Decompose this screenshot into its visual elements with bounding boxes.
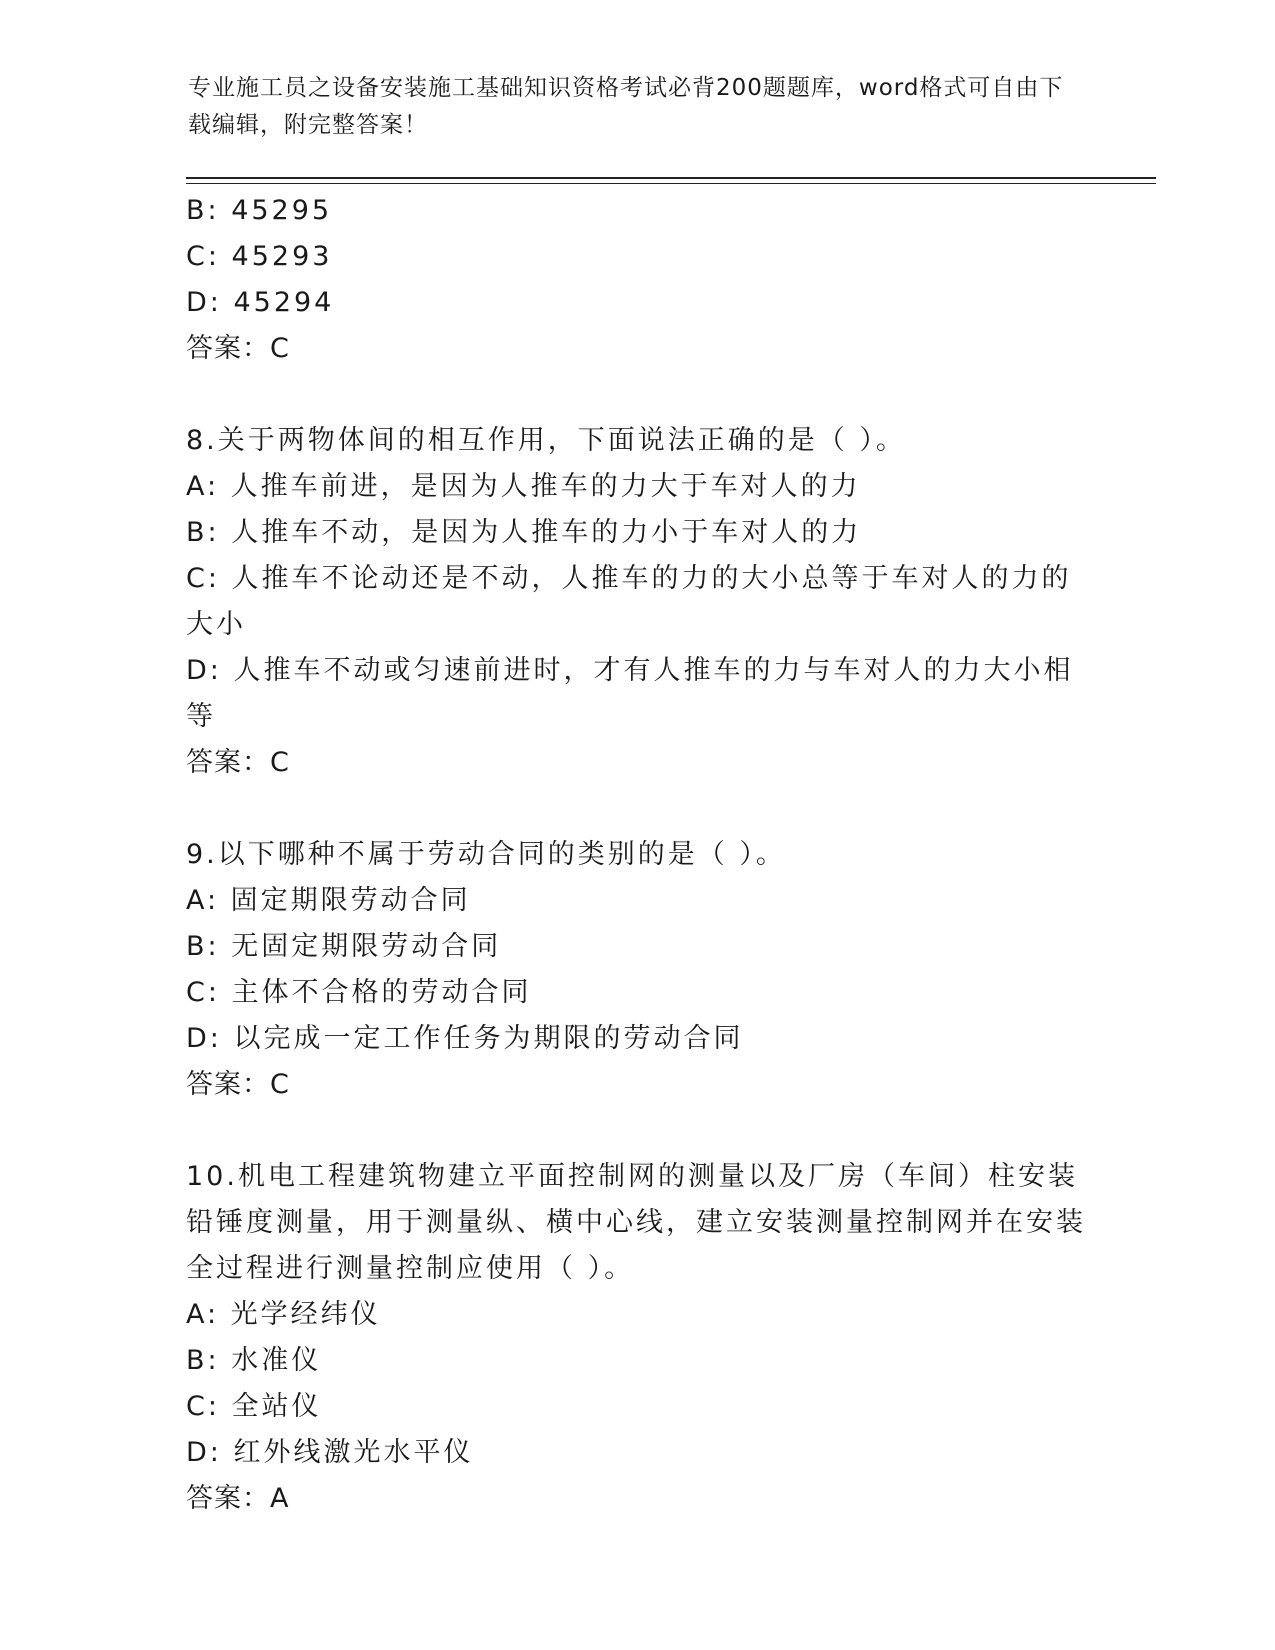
option-c: C: 主体不合格的劳动合同 [186,977,532,1008]
option-c: C: 45293 [186,241,333,272]
option-d: D: 以完成一定工作任务为期限的劳动合同 [186,1023,744,1054]
question-stem: 8.关于两物体间的相互作用，下面说法正确的是（ ）。 [186,425,906,456]
option-b: B: 无固定期限劳动合同 [186,931,502,962]
question-9 [186,832,1086,1108]
answer-line: 答案：C [186,747,290,778]
option-a: A: 光学经纬仪 [186,1299,381,1330]
answer-line: 答案：A [186,1483,290,1514]
answer-line: 答案：C [186,333,290,364]
question-body [186,188,1086,1522]
question-8 [186,418,1086,786]
question-stem: 10.机电工程建筑物建立平面控制网的测量以及厂房（车间）柱安装铅锤度测量，用于测量纵、横中心线，建立安装测量控制网并在安装全过程进行测量控制应使用（ ）。 [186,1161,1086,1284]
spacer [186,786,1086,832]
option-d: D: 红外线激光水平仪 [186,1437,474,1468]
option-b: B: 水准仪 [186,1345,322,1376]
option-c: C: 人推车不论动还是不动，人推车的力的大小总等于车对人的力的大小 [186,563,1072,640]
spacer [186,1108,1086,1154]
header-rule-thin [186,183,1156,184]
option-a: A: 人推车前进，是因为人推车的力大于车对人的力 [186,471,861,502]
option-a: A: 固定期限劳动合同 [186,885,471,916]
continued-question [186,188,1086,372]
option-b: B: 45295 [186,195,333,226]
option-d: D: 人推车不动或匀速前进时，才有人推车的力与车对人的力大小相等 [186,655,1074,732]
option-d: D: 45294 [186,287,335,318]
answer-line: 答案：C [186,1069,290,1100]
document-header: 专业施工员之设备安装施工基础知识资格考试必背200题题库，word格式可自由下载编辑，附完整答案！ [188,75,1064,138]
spacer [186,372,1086,418]
question-10 [186,1154,1086,1522]
header-rule-thick [186,177,1156,179]
option-b: B: 人推车不动，是因为人推车的力小于车对人的力 [186,517,862,548]
question-stem: 9.以下哪种不属于劳动合同的类别的是（ ）。 [186,839,786,870]
option-c: C: 全站仪 [186,1391,322,1422]
